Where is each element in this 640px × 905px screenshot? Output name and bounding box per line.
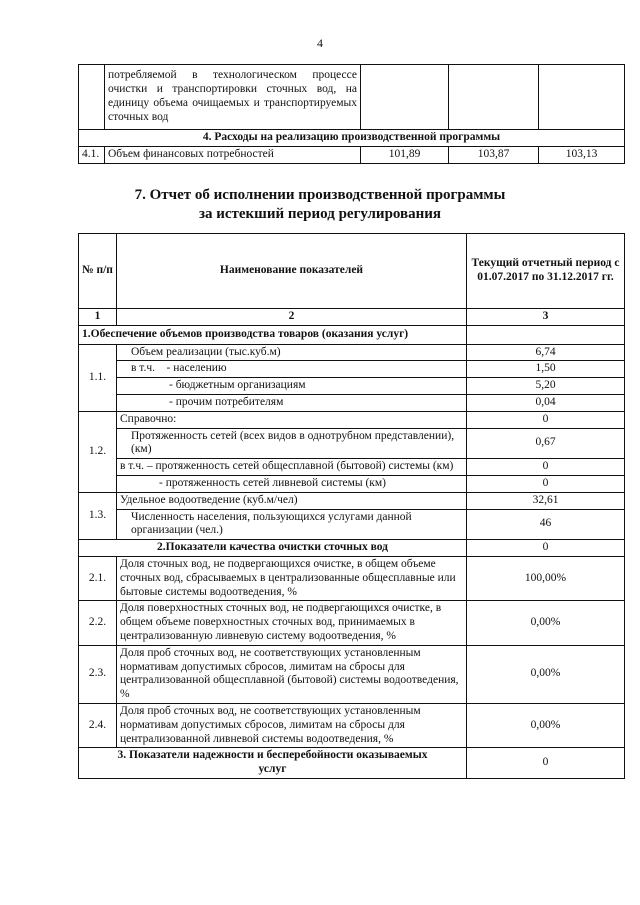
table-row (79, 65, 625, 130)
indicator-value: 46 (467, 509, 625, 540)
indicator-value: 0 (467, 475, 625, 492)
indicator-name: Протяженность сетей (всех видов в однотрубном представлении), (км) (117, 428, 467, 459)
header-row (79, 234, 625, 309)
table-row (79, 378, 625, 395)
row-num: 1.1. (79, 344, 117, 411)
indicator-name: Справочно: (117, 411, 467, 428)
indicator-value: 0,00% (467, 645, 625, 703)
indicator-value: 32,61 (467, 492, 625, 509)
report-table (78, 233, 625, 779)
value-cell (467, 325, 625, 344)
value-cell: 103,87 (449, 146, 539, 163)
row-num: 2.4. (79, 703, 117, 747)
indicator-name: в т.ч. - населению (117, 361, 467, 378)
row-num: 1.2. (79, 411, 117, 492)
table-row (79, 475, 625, 492)
num-cell: 4.1. (79, 146, 105, 163)
indicator-name: Доля проб сточных вод, не соответствующих установленным нормативам допустимых сбросов, лимитам на сбросы для централизованной ливневой системы водоотведения, % (117, 703, 467, 747)
group-header-row (79, 748, 625, 779)
header-name: Наименование показателей (117, 234, 467, 309)
table-row (79, 411, 625, 428)
value-cell (361, 65, 449, 130)
col-number: 1 (79, 309, 117, 326)
indicator-name: Доля сточных вод, не подвергающихся очистке, в общем объеме сточных вод, сбрасываемых в централизованные общесплавные или бытовые системы водоотведения, % (117, 556, 467, 600)
value-cell: 101,89 (361, 146, 449, 163)
indicator-value: 0,67 (467, 428, 625, 459)
section4-title: 4. Расходы на реализацию производственной программы (79, 130, 625, 147)
indicator-name-cell: Объем финансовых потребностей (105, 146, 361, 163)
table-row (79, 556, 625, 600)
col-number: 3 (467, 309, 625, 326)
indicator-value: 5,20 (467, 378, 625, 395)
indicator-value: 100,00% (467, 556, 625, 600)
table-row (79, 492, 625, 509)
indicator-name: в т.ч. – протяженность сетей общесплавной (бытовой) системы (км) (117, 459, 467, 476)
value-cell: 103,13 (539, 146, 625, 163)
group2-value: 0 (467, 540, 625, 557)
table-row (79, 509, 625, 540)
row-num: 1.3. (79, 492, 117, 539)
indicator-value: 6,74 (467, 344, 625, 361)
indicator-name: Объем реализации (тыс.куб.м) (117, 344, 467, 361)
table-row (79, 344, 625, 361)
indicator-name: Доля поверхностных сточных вод, не подвергающихся очистке, в общем объеме поверхностных сточных вод, принимаемых в централизованную ливневую систему водоотведения, % (117, 601, 467, 645)
table-row (79, 146, 625, 163)
row-num: 2.2. (79, 601, 117, 645)
indicator-name: - протяженность сетей ливневой системы (км) (117, 475, 467, 492)
table-row (79, 703, 625, 747)
indicator-name: - бюджетным организациям (117, 378, 467, 395)
table-row (79, 459, 625, 476)
header-period: Текущий отчетный период с 01.07.2017 по 31.12.2017 гг. (467, 234, 625, 309)
table-row (79, 645, 625, 703)
indicator-name: Удельное водоотведение (куб.м/чел) (117, 492, 467, 509)
group1-title: 1.Обеспечение объемов производства товаров (оказания услуг) (79, 325, 467, 344)
table-row (79, 361, 625, 378)
value-cell (539, 65, 625, 130)
col-number: 2 (117, 309, 467, 326)
indicator-value: 0,00% (467, 703, 625, 747)
group2-title: 2.Показатели качества очистки сточных вод (79, 540, 467, 557)
indicator-value: 0,00% (467, 601, 625, 645)
indicator-value: 0 (467, 411, 625, 428)
row-num: 2.1. (79, 556, 117, 600)
table-row (79, 428, 625, 459)
indicator-value: 0,04 (467, 394, 625, 411)
indicator-value: 0 (467, 459, 625, 476)
group-header-row (79, 540, 625, 557)
table-row (79, 601, 625, 645)
column-number-row (79, 309, 625, 326)
indicator-name: Численность населения, пользующихся услугами данной организации (чел.) (117, 509, 467, 540)
group3-title: 3. Показатели надежности и бесперебойности оказываемых услуг (79, 748, 467, 779)
row-num: 2.3. (79, 645, 117, 703)
num-cell (79, 65, 105, 130)
header-num: № п/п (79, 234, 117, 309)
indicator-value: 1,50 (467, 361, 625, 378)
section7-title-line2: за истекший период регулирования (198, 206, 442, 222)
group3-value: 0 (467, 748, 625, 779)
group-header-row (79, 325, 625, 344)
continuation-table (78, 64, 625, 164)
table-row (79, 394, 625, 411)
section-header-row (79, 130, 625, 147)
indicator-name: Доля проб сточных вод, не соответствующих установленным нормативам допустимых сбросов, лимитам на сбросы для централизованной общесплавной (бытовой) системы водоотведения, % (117, 645, 467, 703)
value-cell (449, 65, 539, 130)
page-number: 4 (317, 36, 323, 50)
indicator-name-cell: потребляемой в технологическом процессе очистки и транспортировки сточных вод, на единицу объема очищаемых и транспортируемых сточных вод (105, 65, 361, 130)
section7-title-line1: 7. Отчет об исполнении производственной программы (134, 187, 506, 203)
indicator-name: - прочим потребителям (117, 394, 467, 411)
